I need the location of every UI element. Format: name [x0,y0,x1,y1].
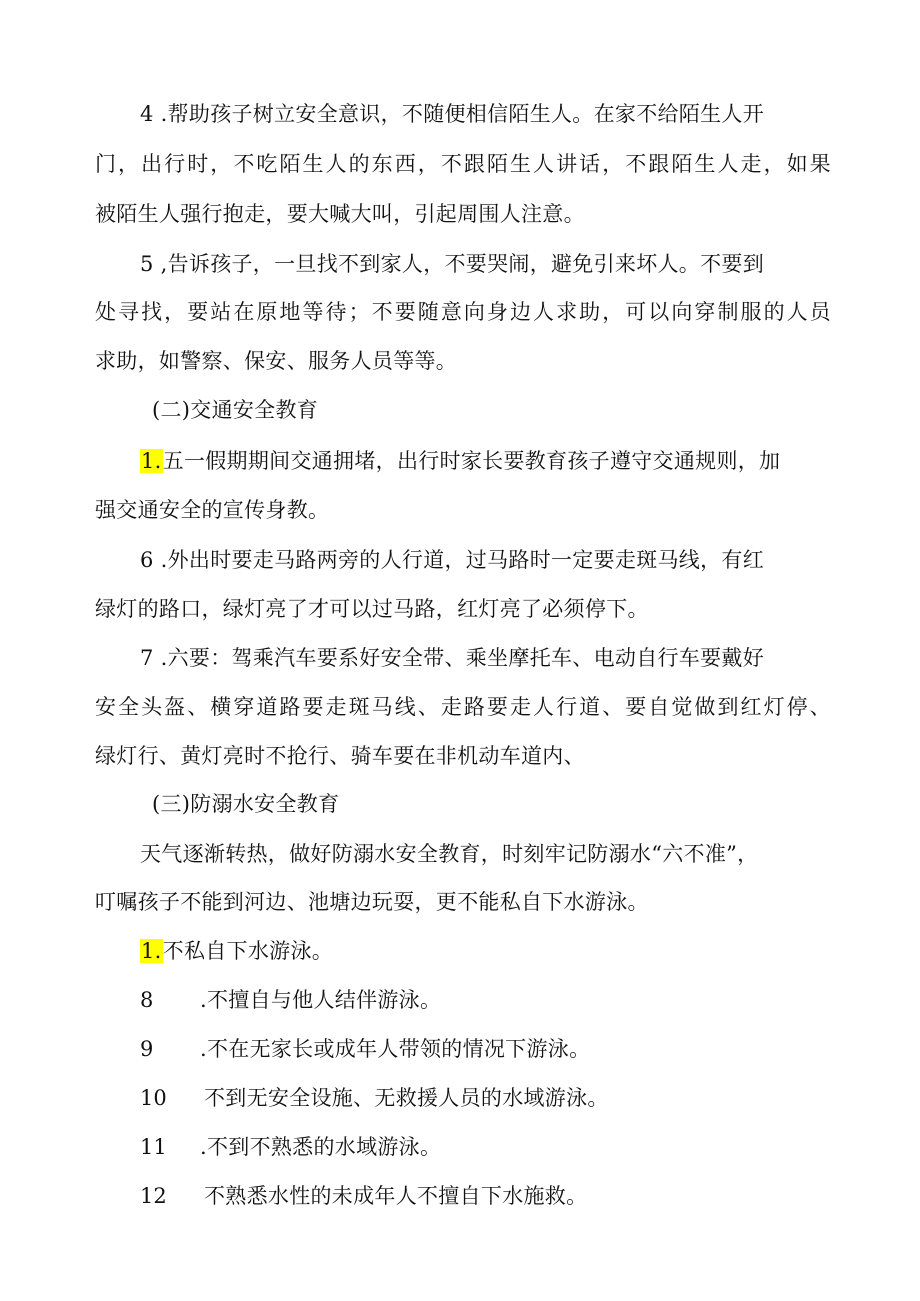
para-6-line-1: 6 .外出时要走马路两旁的人行道，过马路时一定要走斑马线，有红 [140,548,765,572]
item-number-9: 9 [140,1037,154,1061]
item-text-12: 不熟悉水性的未成年人不擅自下水施救。 [204,1184,588,1208]
item-number-10: 10 [140,1086,167,1110]
para-7-line-3: 绿灯行、黄灯亮时不抢行、骑车要在非机动车道内、 [95,744,585,768]
para-7-line-1: 7 .六要：驾乘汽车要系好安全带、乘坐摩托车、电动自行车要戴好 [140,646,765,670]
item-number-8: 8 [140,988,154,1012]
item-text-9: .不在无家长或成年人带领的情况下游泳。 [200,1037,591,1061]
para-4-line-3: 被陌生人强行抱走，要大喊大叫，引起周围人注意。 [95,202,585,226]
intro-line-2: 叮嘱孩子不能到河边、池塘边玩耍，更不能私自下水游泳。 [95,890,649,914]
section-heading-traffic: (二)交通安全教育 [152,398,319,422]
water-item-1-text: 不私自下水游泳。 [162,939,334,963]
traffic-item-1-text: 五一假期期间交通拥堵，出行时家长要教育孩子遵守交通规则，加 [162,449,781,473]
item-text-11: .不到不熟悉的水域游泳。 [200,1135,442,1159]
para-4-line-2: 门，出行时，不吃陌生人的东西，不跟陌生人讲话，不跟陌生人走，如果 [95,152,831,176]
intro-line-1: 天气逐渐转热，做好防溺水安全教育，时刻牢记防溺水“六不准”， [140,842,759,866]
item-number-12: 12 [140,1184,167,1208]
para-4-line-1: 4 .帮助孩子树立安全意识，不随便相信陌生人。在家不给陌生人开 [140,102,765,126]
traffic-item-1-line-2: 强交通安全的宣传身教。 [95,498,330,522]
traffic-item-1-line-1 [140,443,780,479]
para-5-line-2: 处寻找，要站在原地等待；不要随意向身边人求助，可以向穿制服的人员 [95,300,831,324]
section-heading-drowning: (三)防溺水安全教育 [152,792,340,816]
para-5-line-1: 5 ,告诉孩子，一旦找不到家人，不要哭闹，避免引来坏人。不要到 [140,252,765,276]
para-7-line-2: 安全头盔、横穿道路要走斑马线、走路要走人行道、要自觉做到红灯停、 [95,695,831,719]
item-text-10: 不到无安全设施、无救援人员的水域游泳。 [204,1086,609,1110]
item-number-11: 11 [140,1135,167,1159]
item-text-8: .不擅自与他人结伴游泳。 [200,988,442,1012]
water-item-1 [140,933,333,969]
highlighted-number: 1. [141,449,162,473]
highlighted-number: 1. [141,939,162,963]
para-5-line-3: 求助，如警察、保安、服务人员等等。 [95,349,458,373]
para-6-line-2: 绿灯的路口，绿灯亮了才可以过马路，红灯亮了必须停下。 [95,597,649,621]
